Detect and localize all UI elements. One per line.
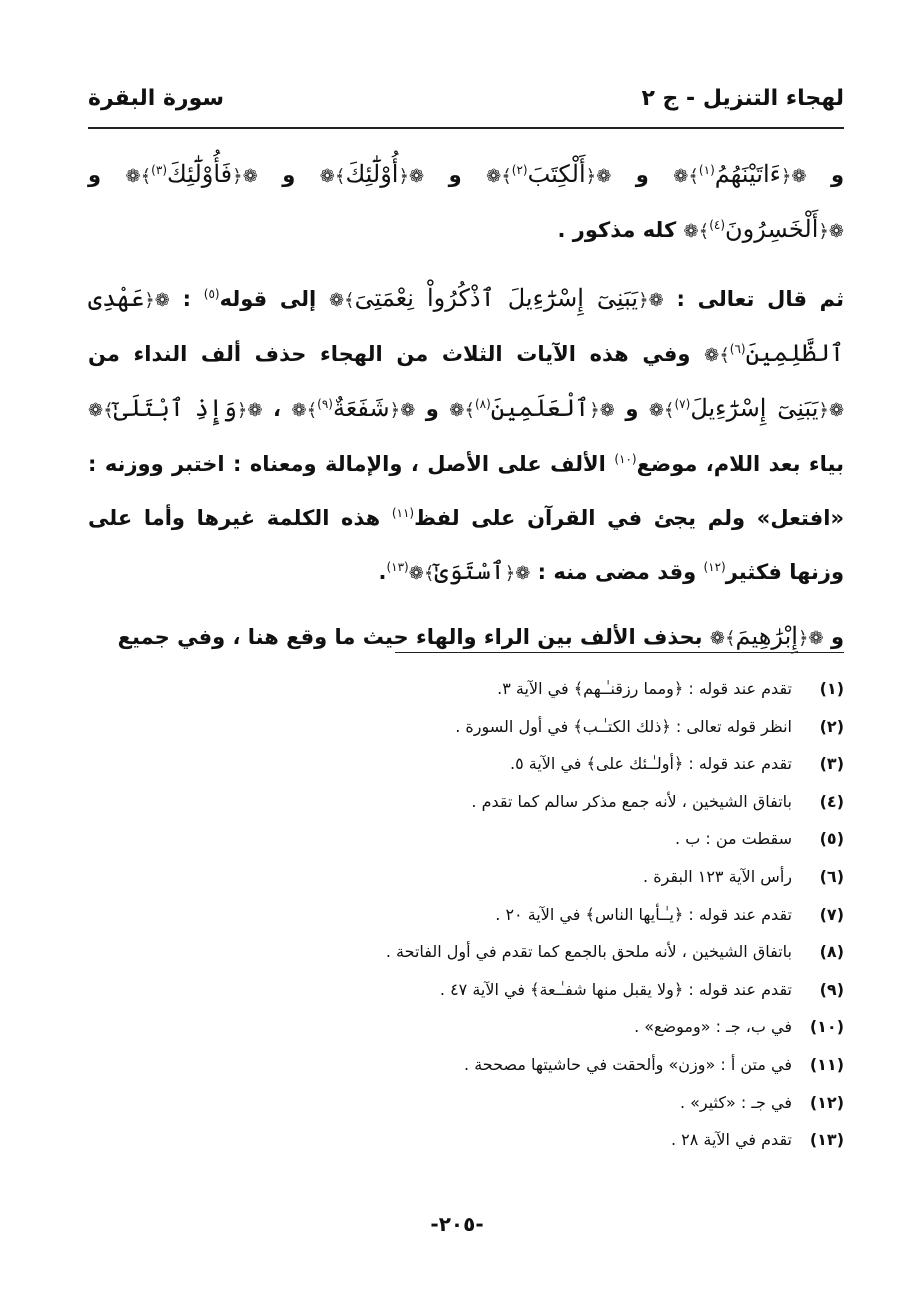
quran-phrase: وَإِذِ ٱبْتَلَىٰٓ (113, 394, 237, 422)
footnote-number: (٦) (819, 866, 844, 886)
footnote (88, 1121, 844, 1159)
footnote (88, 708, 844, 746)
footnote (88, 820, 844, 858)
ornament-open: ❁﴿ (638, 290, 664, 311)
ornament-close: ﴾❁ (683, 221, 710, 242)
text-run: و (88, 163, 102, 187)
footnote-ref: (٧) (674, 397, 691, 411)
ornament-open: ❁﴿ (780, 166, 807, 187)
footnotes (88, 670, 844, 1159)
ornament-open: ❁﴿ (818, 400, 845, 421)
footnote-ref: (٨) (474, 397, 491, 411)
quran-word: أَلْخَسِرُونَ (725, 215, 819, 243)
footnote (88, 971, 844, 1009)
footnote-number: (٣) (819, 754, 844, 774)
text-run: بياء بعد اللام، موضع (636, 452, 845, 476)
footnote (88, 1084, 844, 1122)
text-run: و (425, 397, 439, 421)
footnote-text: تقدم عند قوله : ﴿يـٰـأيها الناس﴾ في الآية ٢٠ . (495, 904, 792, 924)
footnote-text: في متن أ : «وزن» وألحقت في حاشيتها مصححة . (464, 1054, 792, 1074)
footnote (88, 858, 844, 896)
quran-word: فَأُوْلَٰٓئِكَ (167, 160, 233, 188)
text-run: وقد مضى منه : (537, 560, 697, 584)
text-run: : (182, 287, 192, 311)
footnote-number: (٥) (819, 829, 844, 849)
footnote (88, 1046, 844, 1084)
text-run: و (625, 397, 639, 421)
ornament-close: ﴾❁ (408, 563, 435, 584)
footnote-text: سقطت من : ب . (675, 829, 792, 849)
footnote-text: تقدم في الآية ٢٨ . (670, 1130, 792, 1150)
text-run: الألف على الأصل ، والإمالة ومعناه : اختبر ووزنه : «افتعل» ولم يجئ في القرآن على لفظ (88, 452, 845, 530)
ornament-close: ﴾❁ (328, 290, 355, 311)
footnote-ref: (٥) (203, 287, 220, 301)
footnote-number: (١٣) (809, 1130, 844, 1150)
footnote-number: (١٠) (809, 1017, 844, 1037)
text-run: . (378, 560, 387, 584)
footnote-number: (١١) (809, 1054, 844, 1074)
page-number: -٢٠٥- (430, 1212, 484, 1236)
footnote-text: انظر قوله تعالى : ﴿ذلك الكتـٰـب﴾ في أول السورة . (455, 716, 792, 736)
text-run: وفي هذه الآيات الثلاث من الهجاء حذف ألف النداء من (88, 342, 691, 366)
surah-name: سورة البقرة (88, 86, 225, 111)
quran-word: إِبْرَٰهِيمَ (735, 622, 798, 650)
paragraph-3 (88, 612, 844, 663)
footnote-text: في ب، جـ : «وموضع» . (634, 1017, 792, 1037)
quran-word: ٱلْعَلَمِينَ (490, 394, 590, 422)
text-run: كله مذكور . (557, 218, 677, 242)
ornament-open: ❁﴿ (797, 628, 824, 649)
footnote (88, 783, 844, 821)
book-title: لهجاء التنزيل - ج ٢ (641, 86, 844, 111)
text-run: إلى قوله (219, 287, 317, 311)
ornament-open: ❁﴿ (389, 400, 416, 421)
quran-word: أُوْلَٰٓئِكَ (345, 160, 399, 188)
footnote-number: (٨) (819, 942, 844, 962)
footnote-ref: (١٣) (386, 560, 409, 574)
ornament-close: ﴾❁ (704, 345, 730, 366)
main-text (88, 146, 844, 663)
ornament-close: ﴾❁ (486, 166, 512, 187)
text-run: و (831, 163, 845, 187)
ornament-close: ﴾❁ (88, 400, 114, 421)
paragraph-1 (88, 146, 844, 256)
ornament-close: ﴾❁ (709, 628, 736, 649)
text-run: ثم قال تعالى : (676, 287, 845, 311)
footnote (88, 1008, 844, 1046)
running-header (88, 84, 844, 124)
ornament-open: ❁﴿ (585, 166, 612, 187)
footnote-text: تقدم عند قوله : ﴿ولا يقبل منها شفـٰـعة﴾ في الآية ٤٧ . (439, 979, 792, 999)
ornament-open: ❁﴿ (232, 166, 258, 187)
quran-phrase: يَبَنِىٓ إِسْرَٰٓءِيلَ ٱذْكُرُواْ نِعْمَتِىَ (354, 284, 639, 312)
text-run: و (830, 625, 844, 649)
text-run: بحذف الألف بين الراء والهاء حيث ما وقع هنا ، وفي جميع (117, 625, 703, 649)
ornament-close: ﴾❁ (449, 400, 475, 421)
footnote-number: (١٢) (809, 1092, 844, 1112)
ornament-open: ❁﴿ (589, 400, 615, 421)
footnote-number: (٩) (819, 979, 844, 999)
text-run: و (282, 163, 296, 187)
footnote-ref: (١٠) (614, 452, 637, 466)
footnote (88, 670, 844, 708)
footnote-number: (١) (819, 679, 844, 698)
ornament-open: ❁﴿ (818, 221, 844, 242)
footnote-ref: (٦) (729, 342, 746, 356)
quran-word: شَفَعَةٌ (332, 394, 390, 422)
footnote-ref: (١٢) (703, 560, 726, 574)
quran-phrase: يَبَنِىٓ إِسْرَٰٓءِيلَ (690, 394, 819, 422)
paragraph-2 (88, 270, 844, 598)
footnote-text: تقدم عند قوله : ﴿ومما رزقنـٰـهم﴾ في الآية ٣. (497, 679, 792, 698)
ornament-close: ﴾❁ (648, 400, 675, 421)
ornament-open: ❁﴿ (144, 290, 170, 311)
text-run: و (448, 163, 462, 187)
footnote-number: (٢) (819, 716, 844, 736)
footnote-ref: (٢) (511, 163, 528, 177)
footnote (88, 745, 844, 783)
ornament-open: ❁﴿ (236, 400, 263, 421)
footnote-ref: (٤) (709, 218, 726, 232)
footnote-ref: (١) (698, 163, 715, 177)
footnote-text: باتفاق الشيخين ، لأنه جمع مذكر سالم كما تقدم . (471, 791, 792, 811)
footnote-ref: (٣) (151, 163, 167, 177)
ornament-open: ❁﴿ (398, 166, 425, 187)
footnote-text: رأس الآية ١٢٣ البقرة . (643, 866, 792, 886)
footnote-number: (٤) (819, 791, 844, 811)
footnote (88, 896, 844, 934)
text-run: هذه الكلمة غيرها وأما على وزنها فكثير (88, 506, 844, 584)
footnote (88, 933, 844, 971)
ornament-close: ﴾❁ (291, 400, 318, 421)
header-divider (88, 127, 844, 129)
footnote-text: تقدم عند قوله : ﴿أولـٰـئك على﴾ في الآية ٥. (509, 754, 792, 774)
quran-phrase: عَهْدِى ٱلظَّلِمِينَ (88, 284, 845, 367)
text-run: و (635, 163, 649, 187)
ornament-close: ﴾❁ (319, 166, 346, 187)
ornament-close: ﴾❁ (673, 166, 699, 187)
ornament-open: ❁﴿ (504, 563, 531, 584)
footnote-ref: (١١) (391, 506, 415, 520)
text-run: ، (273, 397, 282, 421)
quran-word: ٱسْتَوَىٰٓ (434, 557, 505, 585)
footnote-text: باتفاق الشيخين ، لأنه ملحق بالجمع كما تقدم في أول الفاتحة . (385, 942, 792, 962)
quran-word: أَلْكِتَبَ (527, 160, 586, 188)
footnote-number: (٧) (819, 904, 844, 924)
ornament-close: ﴾❁ (125, 166, 152, 187)
footnote-divider (395, 652, 844, 653)
footnote-text: في جـ : «كثير» . (679, 1092, 792, 1112)
footnote-ref: (٩) (317, 397, 333, 411)
quran-word: ءَاتَيْنَهُمُ (714, 160, 781, 188)
